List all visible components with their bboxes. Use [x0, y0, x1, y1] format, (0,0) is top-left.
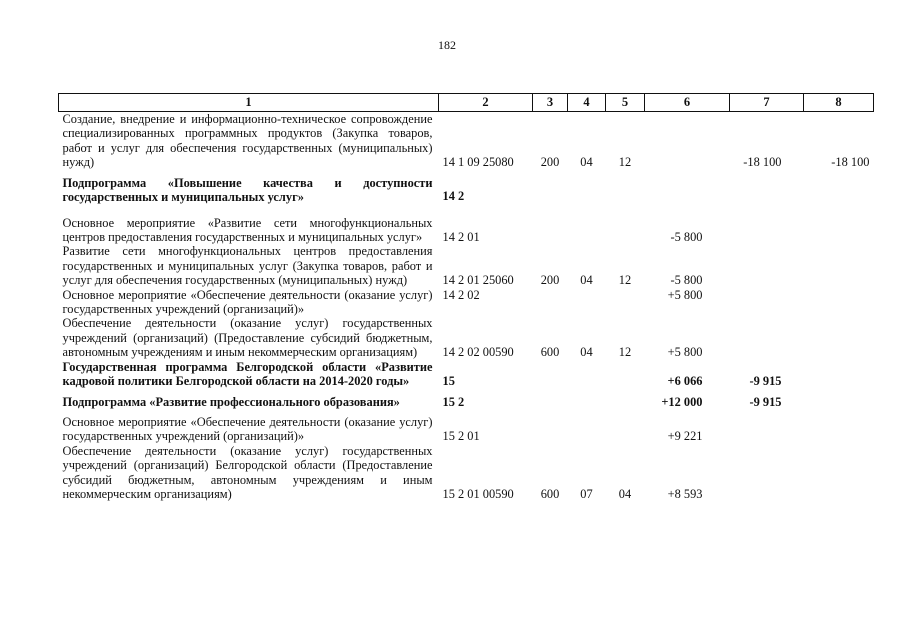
- table-row: [59, 112, 874, 170]
- row-col-4: [568, 409, 606, 444]
- row-col-4: 07: [580, 486, 593, 501]
- row-col-3: 600: [540, 486, 560, 501]
- row-description: Обеспечение деятельности (оказание услуг) государственных учреждений (организаций) (Предоставление субсидий бюджетным, автономным учреждениям и иным некоммерческим организациям): [62, 316, 433, 360]
- row-col-3: 600: [540, 345, 560, 360]
- row-col-4: [568, 360, 606, 389]
- row-col-4: [568, 389, 606, 409]
- row-col-8: [804, 444, 874, 502]
- row-col-5: [606, 360, 645, 389]
- row-col-7: [730, 210, 804, 245]
- row-col-8: [804, 288, 874, 317]
- row-col-5: 12: [618, 345, 632, 360]
- page-number: 182: [438, 38, 456, 52]
- column-header-7: 7: [730, 94, 804, 112]
- table-row: [59, 409, 874, 444]
- row-description: Подпрограмма «Повышение качества и доступности государственных и муниципальных услуг»: [62, 175, 433, 205]
- row-description: Основное мероприятие «Развитие сети многофункциональных центров предоставления государственных и муниципальных услуг»: [62, 215, 433, 245]
- table-row: [59, 288, 874, 317]
- column-header-2: 2: [439, 94, 533, 112]
- row-col-5: [606, 210, 645, 245]
- row-code: 14 2 02 00590: [442, 345, 514, 360]
- row-code: 14 2 01: [442, 230, 480, 245]
- row-col-7: [730, 316, 804, 359]
- row-col-5: [606, 288, 645, 317]
- row-col-7: [730, 170, 804, 210]
- row-col-3: [533, 170, 568, 210]
- row-col-5: 12: [618, 155, 632, 170]
- table-row: [59, 244, 874, 287]
- row-col-3: [533, 288, 568, 317]
- row-code: 14 2 02: [442, 287, 480, 302]
- budget-table: [58, 93, 874, 501]
- row-col-6: +5 800: [667, 345, 703, 360]
- row-col-7: [730, 288, 804, 317]
- row-col-6: [645, 112, 730, 170]
- row-col-7: -9 915: [749, 394, 782, 409]
- row-col-8: [804, 360, 874, 389]
- row-col-5: [606, 409, 645, 444]
- row-col-3: [533, 360, 568, 389]
- row-description: Подпрограмма «Развитие профессионального образования»: [62, 394, 400, 409]
- column-header-6: 6: [645, 94, 730, 112]
- row-col-6: +12 000: [661, 394, 703, 409]
- column-header-1: 1: [59, 94, 439, 112]
- row-col-8: [804, 389, 874, 409]
- table-row: [59, 360, 874, 389]
- row-col-6: -5 800: [670, 230, 703, 245]
- table-row: [59, 444, 874, 502]
- row-col-5: 04: [618, 486, 632, 501]
- row-col-3: [533, 409, 568, 444]
- row-col-6: +6 066: [667, 374, 703, 389]
- row-col-7: -18 100: [743, 155, 782, 170]
- table-row: [59, 210, 874, 245]
- column-header-3: 3: [533, 94, 568, 112]
- column-header-4: 4: [568, 94, 606, 112]
- row-col-3: [533, 210, 568, 245]
- row-col-5: [606, 389, 645, 409]
- row-description: Основное мероприятие «Обеспечение деятельности (оказание услуг) государственных учреждений (организаций)»: [62, 287, 433, 317]
- row-col-5: 12: [618, 273, 632, 288]
- row-col-7: -9 915: [749, 374, 782, 389]
- row-col-5: [606, 170, 645, 210]
- row-col-8: [804, 170, 874, 210]
- row-description: Развитие сети многофункциональных центров предоставления государственных и муниципальных услуг (Закупка товаров, работ и услуг для обеспечения государственных (муниципальных) нужд): [62, 244, 433, 288]
- row-col-7: [730, 409, 804, 444]
- row-col-8: -18 100: [831, 155, 870, 170]
- row-col-7: [730, 244, 804, 287]
- row-col-4: 04: [580, 273, 593, 288]
- row-col-3: [533, 389, 568, 409]
- row-code: 15 2: [442, 394, 465, 409]
- row-code: 15: [442, 374, 455, 389]
- column-header-5: 5: [606, 94, 645, 112]
- row-col-8: [804, 244, 874, 287]
- row-code: 14 1 09 25080: [442, 155, 514, 170]
- row-description: Создание, внедрение и информационно-техническое сопровождение специализированных программных продуктов (Закупка товаров, работ и услуг для обеспечения государственных (муниципальных) нужд): [62, 112, 433, 170]
- table-row: [59, 316, 874, 359]
- row-col-8: [804, 409, 874, 444]
- row-col-6: [645, 170, 730, 210]
- row-col-3: 200: [540, 155, 560, 170]
- row-code: 15 2 01 00590: [442, 486, 514, 501]
- row-col-4: [568, 288, 606, 317]
- row-col-8: [804, 316, 874, 359]
- row-description: Государственная программа Белгородской области «Развитие кадровой политики Белгородской области на 2014-2020 годы»: [62, 359, 433, 389]
- row-col-4: [568, 170, 606, 210]
- row-col-3: 200: [540, 273, 560, 288]
- row-col-4: [568, 210, 606, 245]
- row-col-6: -5 800: [670, 273, 703, 288]
- column-header-8: 8: [804, 94, 874, 112]
- row-code: 14 2 01 25060: [442, 273, 514, 288]
- row-col-6: +5 800: [667, 287, 703, 302]
- row-code: 14 2: [442, 189, 465, 204]
- row-col-8: [804, 210, 874, 245]
- row-col-7: [730, 444, 804, 502]
- table-row: [59, 389, 874, 409]
- row-code: 15 2 01: [442, 429, 480, 444]
- row-col-6: +8 593: [667, 486, 703, 501]
- row-col-4: 04: [580, 155, 593, 170]
- row-col-6: +9 221: [667, 429, 703, 444]
- header-row: [59, 94, 874, 112]
- row-description: Основное мероприятие «Обеспечение деятельности (оказание услуг) государственных учреждений (организаций)»: [62, 414, 433, 444]
- table-row: [59, 170, 874, 210]
- row-description: Обеспечение деятельности (оказание услуг) государственных учреждений (организаций) Белгородской области (Предоставление субсидий бюджетным, автономным учреждениям и иным некоммерческим организациям): [62, 443, 433, 501]
- row-col-4: 04: [580, 345, 593, 360]
